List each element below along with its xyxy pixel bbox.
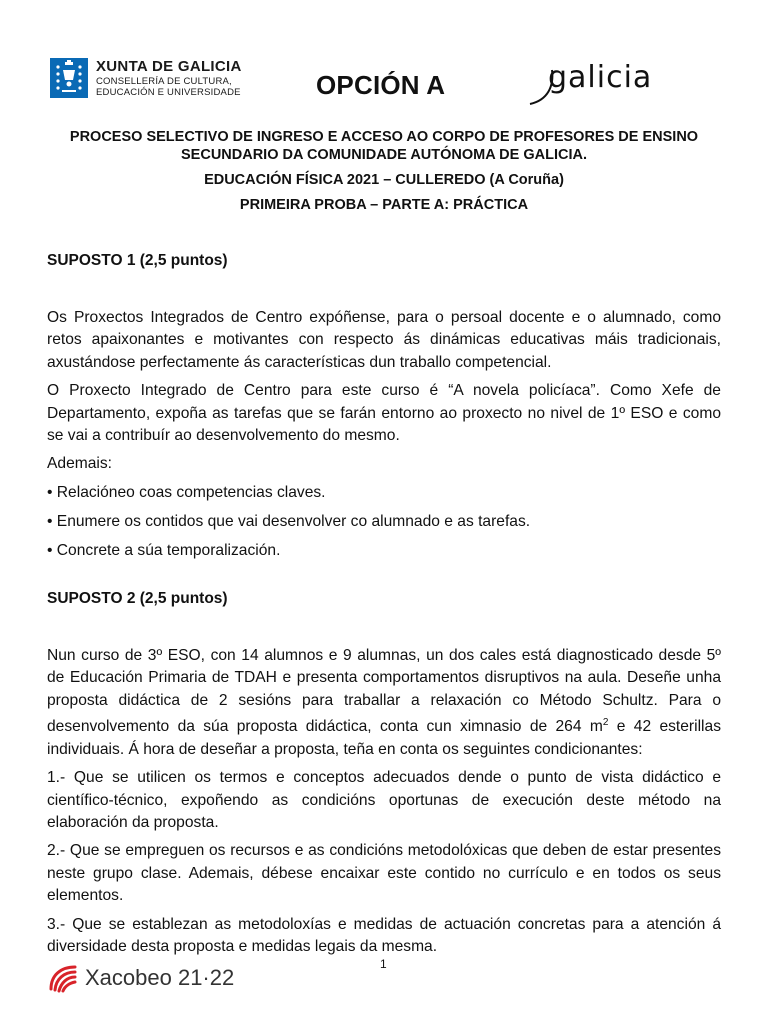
xacobeo-logo bbox=[47, 963, 234, 993]
xacobeo-scallop-icon bbox=[47, 963, 79, 993]
suposto-2-paragraph-1-part-a: Nun curso de 3º ESO, con 14 alumnos e 9 alumnas, un dos cales está diagnosticado desde 5º de Educación Primaria de TDAH e presenta comportamentos disruptivos na aula. Deseñe unha proposta didáctica de 2 sesións para traballar a relaxación co Método Schultz. Para o desenvolvemento da súa proposta didáctica, conta cun ximnasio de 264 m bbox=[47, 647, 721, 736]
document-header bbox=[0, 0, 768, 115]
galicia-logo-text: galicia bbox=[548, 60, 653, 95]
xunta-title: XUNTA DE GALICIA bbox=[96, 58, 242, 75]
page-number: 1 bbox=[380, 957, 387, 971]
suposto-1-bullet-1: • Relacióneo coas competencias claves. bbox=[47, 483, 326, 501]
suposto-1-bullet-3: • Concrete a súa temporalización. bbox=[47, 541, 281, 559]
xacobeo-text: Xacobeo 21·22 bbox=[85, 965, 235, 990]
suposto-1-title bbox=[47, 252, 721, 270]
xunta-subtitle-line2: EDUCACIÓN E UNIVERSIDADE bbox=[96, 86, 241, 98]
suposto-2-item-3: 3.- Que se establezan as metodoloxías e medidas de actuación concretas para a atención á diversidade desta proposta e medidas legais da mesma. bbox=[47, 915, 721, 956]
heading-line-2: SECUNDARIO DA COMUNIDADE AUTÓNOMA DE GALICIA. bbox=[181, 147, 587, 163]
section-title: SUPOSTO 2 (2,5 puntos) bbox=[47, 590, 228, 607]
suposto-2-item-1: 1.- Que se utilicen os termos e conceptos adecuados dende o punto de vista didáctico e científico-técnico, expoñendo as condicións oportunas de execución deste método na elaboración da proposta. bbox=[47, 769, 721, 832]
suposto-2-title bbox=[47, 590, 721, 608]
section-title: SUPOSTO 1 (2,5 puntos) bbox=[47, 252, 228, 269]
exam-headings bbox=[40, 128, 728, 214]
superscript-2: 2 bbox=[602, 717, 609, 729]
suposto-2-body bbox=[47, 645, 721, 958]
heading-line-4: PRIMEIRA PROBA – PARTE A: PRÁCTICA bbox=[239, 197, 529, 213]
suposto-2-paragraph-1-part-b: e 42 esterillas individuais. Á hora de deseñar a proposta, teña en conta os seguintes condicionantes: bbox=[47, 718, 721, 758]
suposto-2-paragraph-1 bbox=[47, 645, 721, 761]
suposto-1-bullet-2: • Enumere os contidos que vai desenvolver co alumnado e as tarefas. bbox=[47, 512, 531, 530]
suposto-1-body bbox=[47, 307, 721, 562]
suposto-1-paragraph-1: Os Proxectos Integrados de Centro expóñense, para o persoal docente e o alumnado, como retos apaixonantes e motivantes con respecto ás dinámicas educativas máis tradicionais, axustándose perfectamente ás características dun traballo competencial. bbox=[47, 309, 721, 371]
suposto-1-paragraph-3: Ademais: bbox=[47, 455, 113, 473]
xunta-subtitle-line1: CONSELLERÍA DE CULTURA, bbox=[96, 76, 232, 87]
galicia-coat-of-arms-icon bbox=[50, 58, 88, 98]
heading-line-1: PROCESO SELECTIVO DE INGRESO E ACCESO AO CORPO DE PROFESORES DE ENSINO bbox=[69, 129, 699, 145]
option-title: OPCIÓN A bbox=[316, 70, 446, 100]
heading-line-3: EDUCACIÓN FÍSICA 2021 – CULLEREDO (A Coruña) bbox=[204, 172, 564, 188]
xunta-logo bbox=[50, 58, 242, 98]
suposto-1-paragraph-2: O Proxecto Integrado de Centro para este curso é “A novela policíaca”. Como Xefe de Departamento, expoña as tarefas que se farán entorno ao proxecto no nivel de 1º ESO e como se vai a contribuír ao desenvolvemento do mesmo. bbox=[47, 382, 721, 445]
suposto-2-item-2: 2.- Que se empreguen os recursos e as condicións metodolóxicas que deben de estar presentes neste grupo clase. Ademais, débese encaixar este contido no currículo e en todos os seus elementos. bbox=[47, 842, 721, 905]
